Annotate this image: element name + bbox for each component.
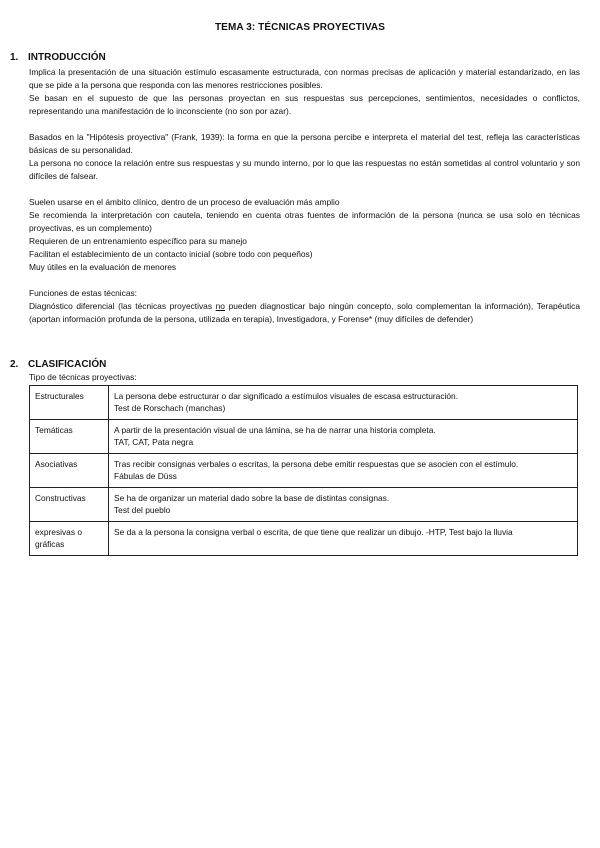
table-row bbox=[30, 488, 578, 522]
paragraph: Facilitan el establecimiento de un contacto inicial (sobre todo con pequeños) bbox=[29, 249, 313, 259]
type-cell: Temáticas bbox=[30, 420, 109, 454]
paragraph: Suelen usarse en el ámbito clínico, dentro de un proceso de evaluación más amplio bbox=[29, 197, 340, 207]
paragraph: Se basan en el supuesto de que las personas proyectan en sus respuestas sus percepciones, sentimientos, necesidades o conflictos, representando una manifestación de lo inconsciente (no son por azar). bbox=[29, 93, 580, 116]
section-number: 2. bbox=[10, 359, 19, 370]
type-cell: Estructurales bbox=[30, 386, 109, 420]
description-cell bbox=[109, 488, 578, 522]
type-cell: Constructivas bbox=[30, 488, 109, 522]
description-text: A partir de la presentación visual de una lámina, se ha de narrar una historia completa. bbox=[114, 425, 436, 435]
description-cell bbox=[109, 454, 578, 488]
example-text: Fábulas de Düss bbox=[114, 471, 177, 481]
paragraph-funciones bbox=[29, 300, 580, 326]
section-number: 1. bbox=[10, 52, 19, 63]
description-text: La persona debe estructurar o dar significado a estímulos visuales de escasa estructuración. bbox=[114, 391, 459, 401]
description-text: Tras recibir consignas verbales o escritas, la persona debe emitir respuestas que se asocien con el estímulo. bbox=[114, 459, 519, 469]
example-text: Test del pueblo bbox=[114, 505, 171, 515]
description-text: Se da a la persona la consigna verbal o escrita, de que tiene que realizar un dibujo. -HTP, Test bajo la lluvia bbox=[114, 527, 513, 537]
paragraph: Se recomienda la interpretación con cautela, teniendo en cuenta otras fuentes de información de la persona (nunca se usa solo en técnicas proyectivas, es un complemento) bbox=[29, 210, 580, 233]
section-title: CLASIFICACIÓN bbox=[28, 359, 107, 370]
table-row bbox=[30, 420, 578, 454]
paragraph: La persona no conoce la relación entre sus respuestas y su mundo interno, por lo que las respuestas no están sometidas al control voluntario y son difíciles de falsear. bbox=[29, 158, 580, 181]
description-cell bbox=[109, 386, 578, 420]
classification-table bbox=[29, 385, 578, 556]
table-row bbox=[30, 522, 578, 556]
table-row bbox=[30, 386, 578, 420]
paragraph: Muy útiles en la evaluación de menores bbox=[29, 262, 177, 272]
page-title: TEMA 3: TÉCNICAS PROYECTIVAS bbox=[214, 22, 386, 33]
section-title: INTRODUCCIÓN bbox=[28, 52, 106, 63]
example-text: Test de Rorschach (manchas) bbox=[114, 403, 226, 413]
section-heading-clasificacion bbox=[10, 359, 106, 370]
text-run: Diagnóstico diferencial (las técnicas proyectivas bbox=[29, 301, 216, 311]
paragraph: Requieren de un entrenamiento específico para su manejo bbox=[29, 236, 247, 246]
description-cell bbox=[109, 420, 578, 454]
table-row bbox=[30, 454, 578, 488]
example-text: TAT, CAT, Pata negra bbox=[114, 437, 194, 447]
type-cell: expresivas o gráficas bbox=[30, 522, 109, 556]
description-cell bbox=[109, 522, 578, 556]
paragraph: Funciones de estas técnicas: bbox=[29, 288, 138, 298]
table-caption: Tipo de técnicas proyectivas: bbox=[29, 372, 137, 382]
paragraph: Implica la presentación de una situación estímulo escasamente estructurada, con normas precisas de aplicación y material estandarizado, en las que se pide a la persona que responda con las menores restricciones posibles. bbox=[29, 67, 580, 90]
underlined-word: no bbox=[215, 301, 225, 311]
paragraph: Basados en la "Hipótesis proyectiva" (Frank, 1939): la forma en que la persona percibe e interpreta el material del test, refleja las características básicas de su personalidad. bbox=[29, 132, 580, 155]
intro-body bbox=[29, 66, 580, 326]
section-heading-introduccion bbox=[10, 52, 106, 63]
description-text: Se ha de organizar un material dado sobre la base de distintas consignas. bbox=[114, 493, 390, 503]
type-cell: Asociativas bbox=[30, 454, 109, 488]
text-run: pueden diagnosticar bajo ningún concepto, solo complementan la información), Terapéutica (aportan información profunda de la persona, utilizada en terapia), Investigadora, y Forense* (muy difíciles de defender) bbox=[29, 301, 580, 324]
